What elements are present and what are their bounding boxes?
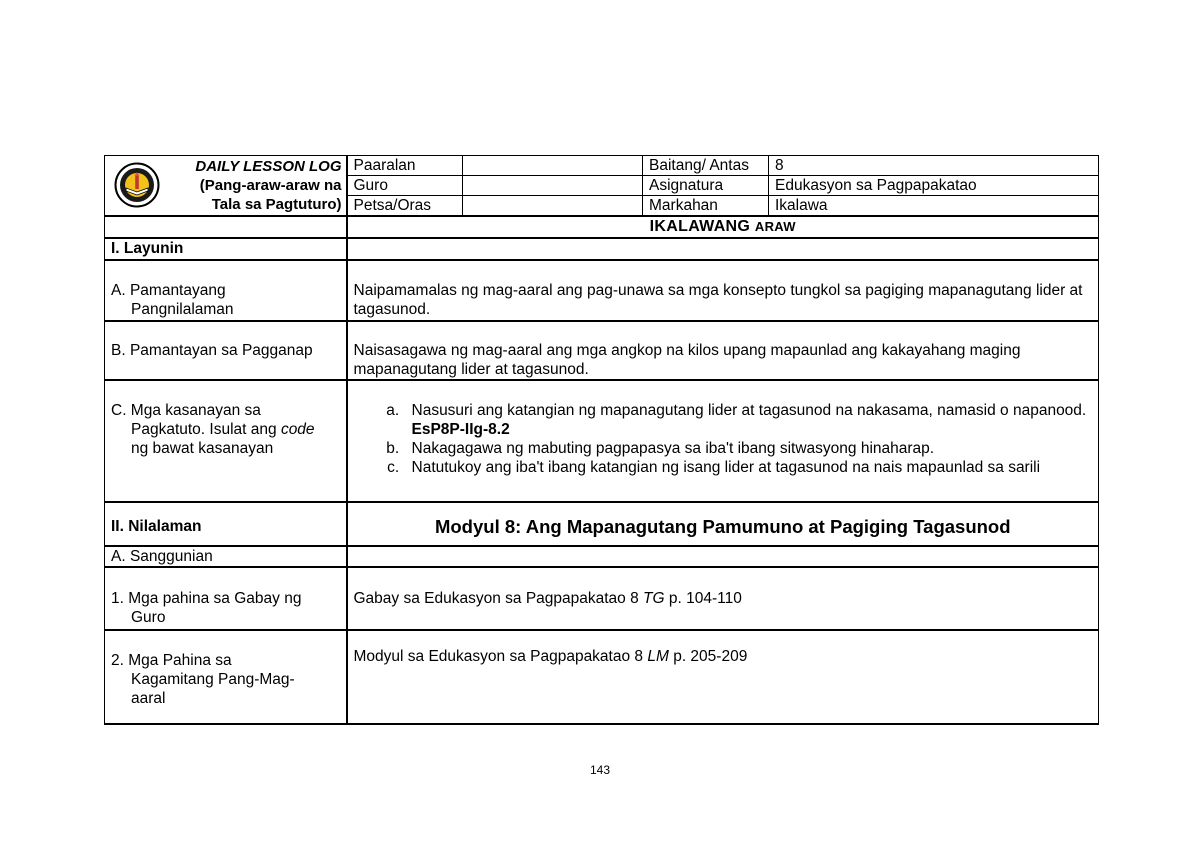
- school-label: Paaralan: [347, 156, 463, 176]
- competencies-list: [354, 401, 1093, 477]
- log-subtitle-line-2: Tala sa Pagtuturo): [211, 196, 342, 213]
- subject-label: Asignatura: [643, 176, 769, 196]
- page-number: 143: [589, 763, 611, 777]
- content-standard-label: A. Pamantayang Pangnilalaman: [105, 260, 347, 321]
- quarter-label: Markahan: [643, 196, 769, 217]
- subject-value[interactable]: Edukasyon sa Pagpapakatao: [769, 176, 1099, 196]
- teacher-guide-text: Gabay sa Edukasyon sa Pagpapakatao 8 TG p. 104-110: [347, 567, 1099, 630]
- day-heading: [347, 216, 1099, 238]
- references-heading: A. Sanggunian: [105, 546, 347, 567]
- objectives-heading: I. Layunin: [105, 238, 347, 260]
- performance-standard-text: Naisasagawa ng mag-aaral ang mga angkop na kilos upang mapaunlad ang kakayahang maging mapanagutang lider at tagasunod.: [347, 321, 1099, 380]
- competencies-label: C. Mga kasanayan sa Pagkatuto. Isulat ang code ng bawat kasanayan: [105, 380, 347, 502]
- log-subtitle-line-1: (Pang-araw-araw na: [199, 177, 342, 194]
- learner-material-text: Modyul sa Edukasyon sa Pagpapakatao 8 LM p. 205-209: [347, 630, 1099, 724]
- competency-item-a: a. Nasusuri ang katangian ng mapanagutang lider at tagasunod na nakasama, namasid o napanood. EsP8P-IIg-8.2: [404, 401, 1093, 439]
- teacher-value[interactable]: [463, 176, 643, 196]
- teacher-guide-label: 1. Mga pahina sa Gabay ng Guro: [105, 567, 347, 630]
- competency-item-c: c. Natutukoy ang iba't ibang katangian ng isang lider at tagasunod na nais mapaunlad sa sarili: [404, 458, 1093, 477]
- module-title: Modyul 8: Ang Mapanagutang Pamumuno at Pagiging Tagasunod: [347, 502, 1099, 546]
- school-value[interactable]: [463, 156, 643, 176]
- daily-lesson-log-table: [104, 155, 1099, 725]
- quarter-value[interactable]: Ikalawa: [769, 196, 1099, 217]
- date-time-value[interactable]: [463, 196, 643, 217]
- day-heading-main: IKALAWANG: [649, 218, 751, 235]
- log-title: DAILY LESSON LOG: [195, 158, 342, 175]
- deped-seal-icon: [114, 162, 160, 208]
- competency-code: EsP8P-IIg-8.2: [411, 421, 510, 438]
- header-title-block: [105, 156, 347, 217]
- objectives-heading-empty: [347, 238, 1099, 260]
- day-heading-suffix: ARAW: [754, 219, 796, 234]
- day-row-spacer: [105, 216, 347, 238]
- grade-level-value[interactable]: 8: [769, 156, 1099, 176]
- content-standard-text: Naipamamalas ng mag-aaral ang pag-unawa sa mga konsepto tungkol sa pagiging mapanagutang lider at tagasunod.: [347, 260, 1099, 321]
- date-time-label: Petsa/Oras: [347, 196, 463, 217]
- performance-standard-label: B. Pamantayan sa Pagganap: [105, 321, 347, 380]
- competencies-list-cell: [347, 380, 1099, 502]
- grade-level-label: Baitang/ Antas: [643, 156, 769, 176]
- competency-item-b: b. Nakagagawa ng mabuting pagpapasya sa iba't ibang sitwasyong hinaharap.: [404, 439, 1093, 458]
- learner-material-label: 2. Mga Pahina sa Kagamitang Pang-Mag- aaral: [105, 630, 347, 724]
- teacher-label: Guro: [347, 176, 463, 196]
- references-heading-empty: [347, 546, 1099, 567]
- content-heading: II. Nilalaman: [105, 502, 347, 546]
